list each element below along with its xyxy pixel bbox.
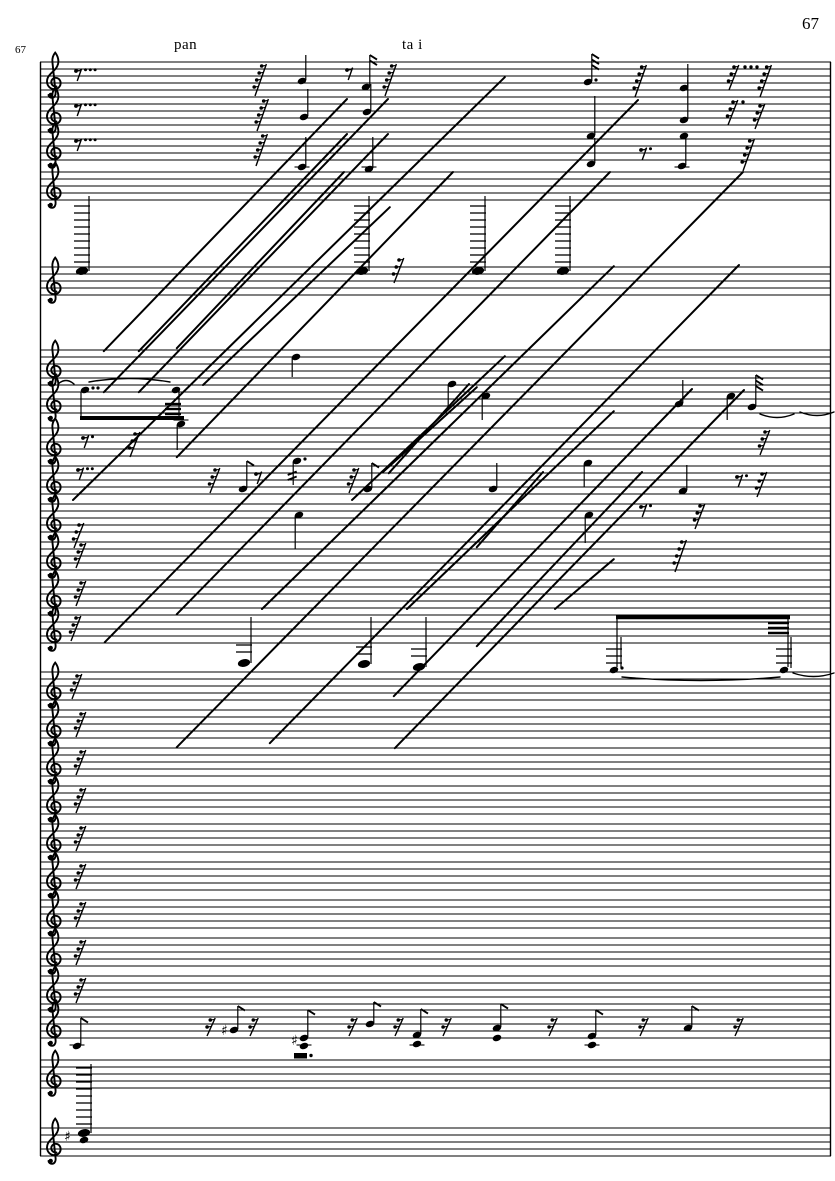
svg-text:♯: ♯ — [64, 1129, 71, 1145]
measure-number: 67 — [15, 44, 26, 56]
svg-text:♯: ♯ — [291, 1033, 298, 1049]
page-number: 67 — [802, 14, 819, 33]
lyric-syllable-tai: ta i — [402, 37, 423, 53]
lyric-syllable-pan: pan — [174, 37, 198, 53]
svg-text:♯: ♯ — [221, 1023, 228, 1039]
